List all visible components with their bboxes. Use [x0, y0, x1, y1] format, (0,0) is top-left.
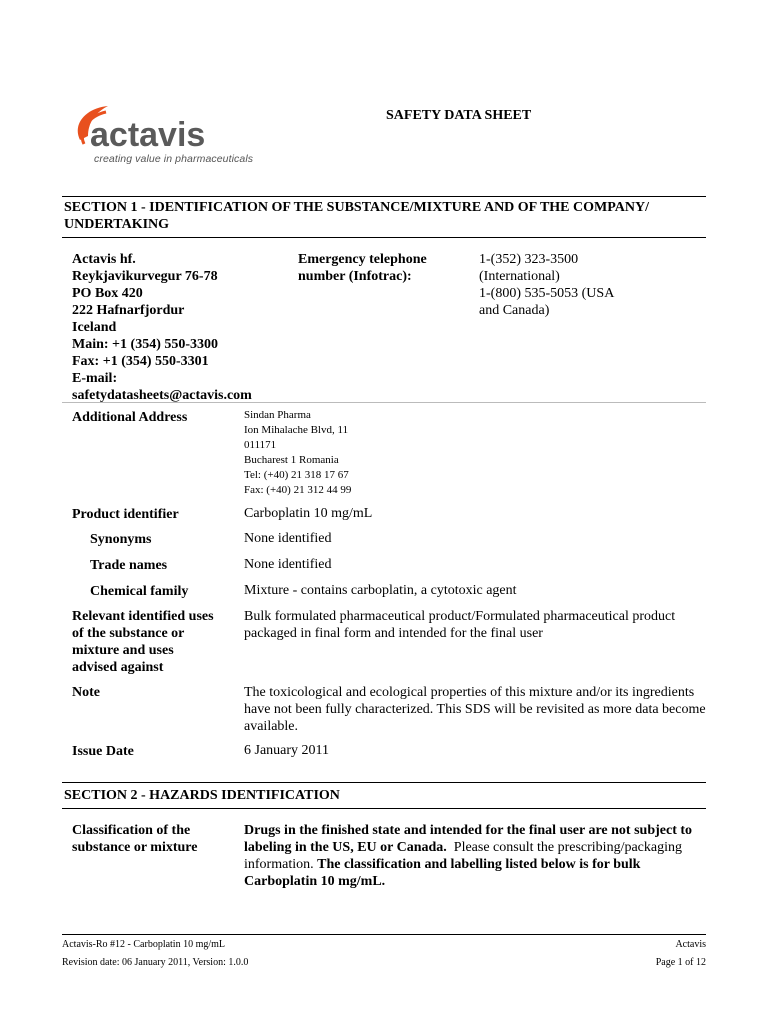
note-value: The toxicological and ecological properties of this mixture and/or its ingredients have not been fully characterized. This SDS will be revisited as more data become available.	[244, 685, 706, 734]
logo-wordmark: actavis	[90, 116, 206, 154]
document-title: SAFETY DATA SHEET	[386, 108, 532, 123]
logo-tagline: creating value in pharmaceuticals	[94, 153, 254, 165]
classification-value: Drugs in the finished state and intended for the final user are not subject to labeling in the US, EU or Canada. Please consult the prescribing/packaging information. The classification and labelling listed below is for bulk Carboplatin 10 mg/mL.	[244, 823, 693, 889]
chemical-family-value: Mixture - contains carboplatin, a cytotoxic agent	[244, 583, 517, 598]
synonyms-value: None identified	[244, 531, 332, 546]
product-identifier-label: Product identifier	[72, 507, 179, 522]
trade-names-value: None identified	[244, 557, 332, 572]
synonyms-label: Synonyms	[90, 532, 152, 547]
chemical-family-label: Chemical family	[90, 584, 189, 599]
section-divider	[62, 237, 706, 238]
footer-left: Actavis-Ro #12 - Carboplatin 10 mg/mL Revision date: 06 January 2011, Version: 1.0.0	[62, 939, 249, 968]
product-identifier-value: Carboplatin 10 mg/mL	[244, 506, 373, 521]
footer-divider	[62, 934, 706, 935]
emergency-telephone-label: Emergency telephone number (Infotrac):	[298, 252, 427, 284]
section-1-heading: SECTION 1 - IDENTIFICATION OF THE SUBSTANCE/MIXTURE AND OF THE COMPANY/ UNDERTAKING	[64, 200, 649, 232]
relevant-uses-label: Relevant identified uses of the substance or mixture and uses advised against	[72, 609, 214, 675]
additional-address-label: Additional Address	[72, 410, 188, 425]
emergency-telephone-value: 1-(352) 323-3500 (International) 1-(800) 535-5053 (USA and Canada)	[479, 252, 615, 318]
issue-date-value: 6 January 2011	[244, 743, 330, 758]
company-address: Actavis hf. Reykjavikurvegur 76-78 PO Box 420 222 Hafnarfjordur Iceland Main: +1 (354) 550-3300 Fax: +1 (354) 550-3301 E-mail: safetydatasheets@actavis.com	[72, 252, 252, 403]
section-divider	[62, 808, 706, 809]
footer-right: Actavis Page 1 of 12	[655, 939, 706, 968]
trade-names-label: Trade names	[90, 558, 168, 573]
note-label: Note	[72, 685, 100, 700]
relevant-uses-value: Bulk formulated pharmaceutical product/Formulated pharmaceutical product packaged in final form and intended for the final user	[244, 609, 676, 641]
row-divider	[62, 402, 706, 403]
classification-label: Classification of the substance or mixture	[72, 823, 198, 855]
section-2-heading: SECTION 2 - HAZARDS IDENTIFICATION	[64, 788, 340, 803]
section-divider	[62, 196, 706, 197]
additional-address-value: Sindan Pharma Ion Mihalache Blvd, 11 011171 Bucharest 1 Romania Tel: (+40) 21 318 17 67 Fax: (+40) 21 312 44 99	[244, 409, 352, 496]
issue-date-label: Issue Date	[72, 744, 134, 759]
section-divider	[62, 782, 706, 783]
